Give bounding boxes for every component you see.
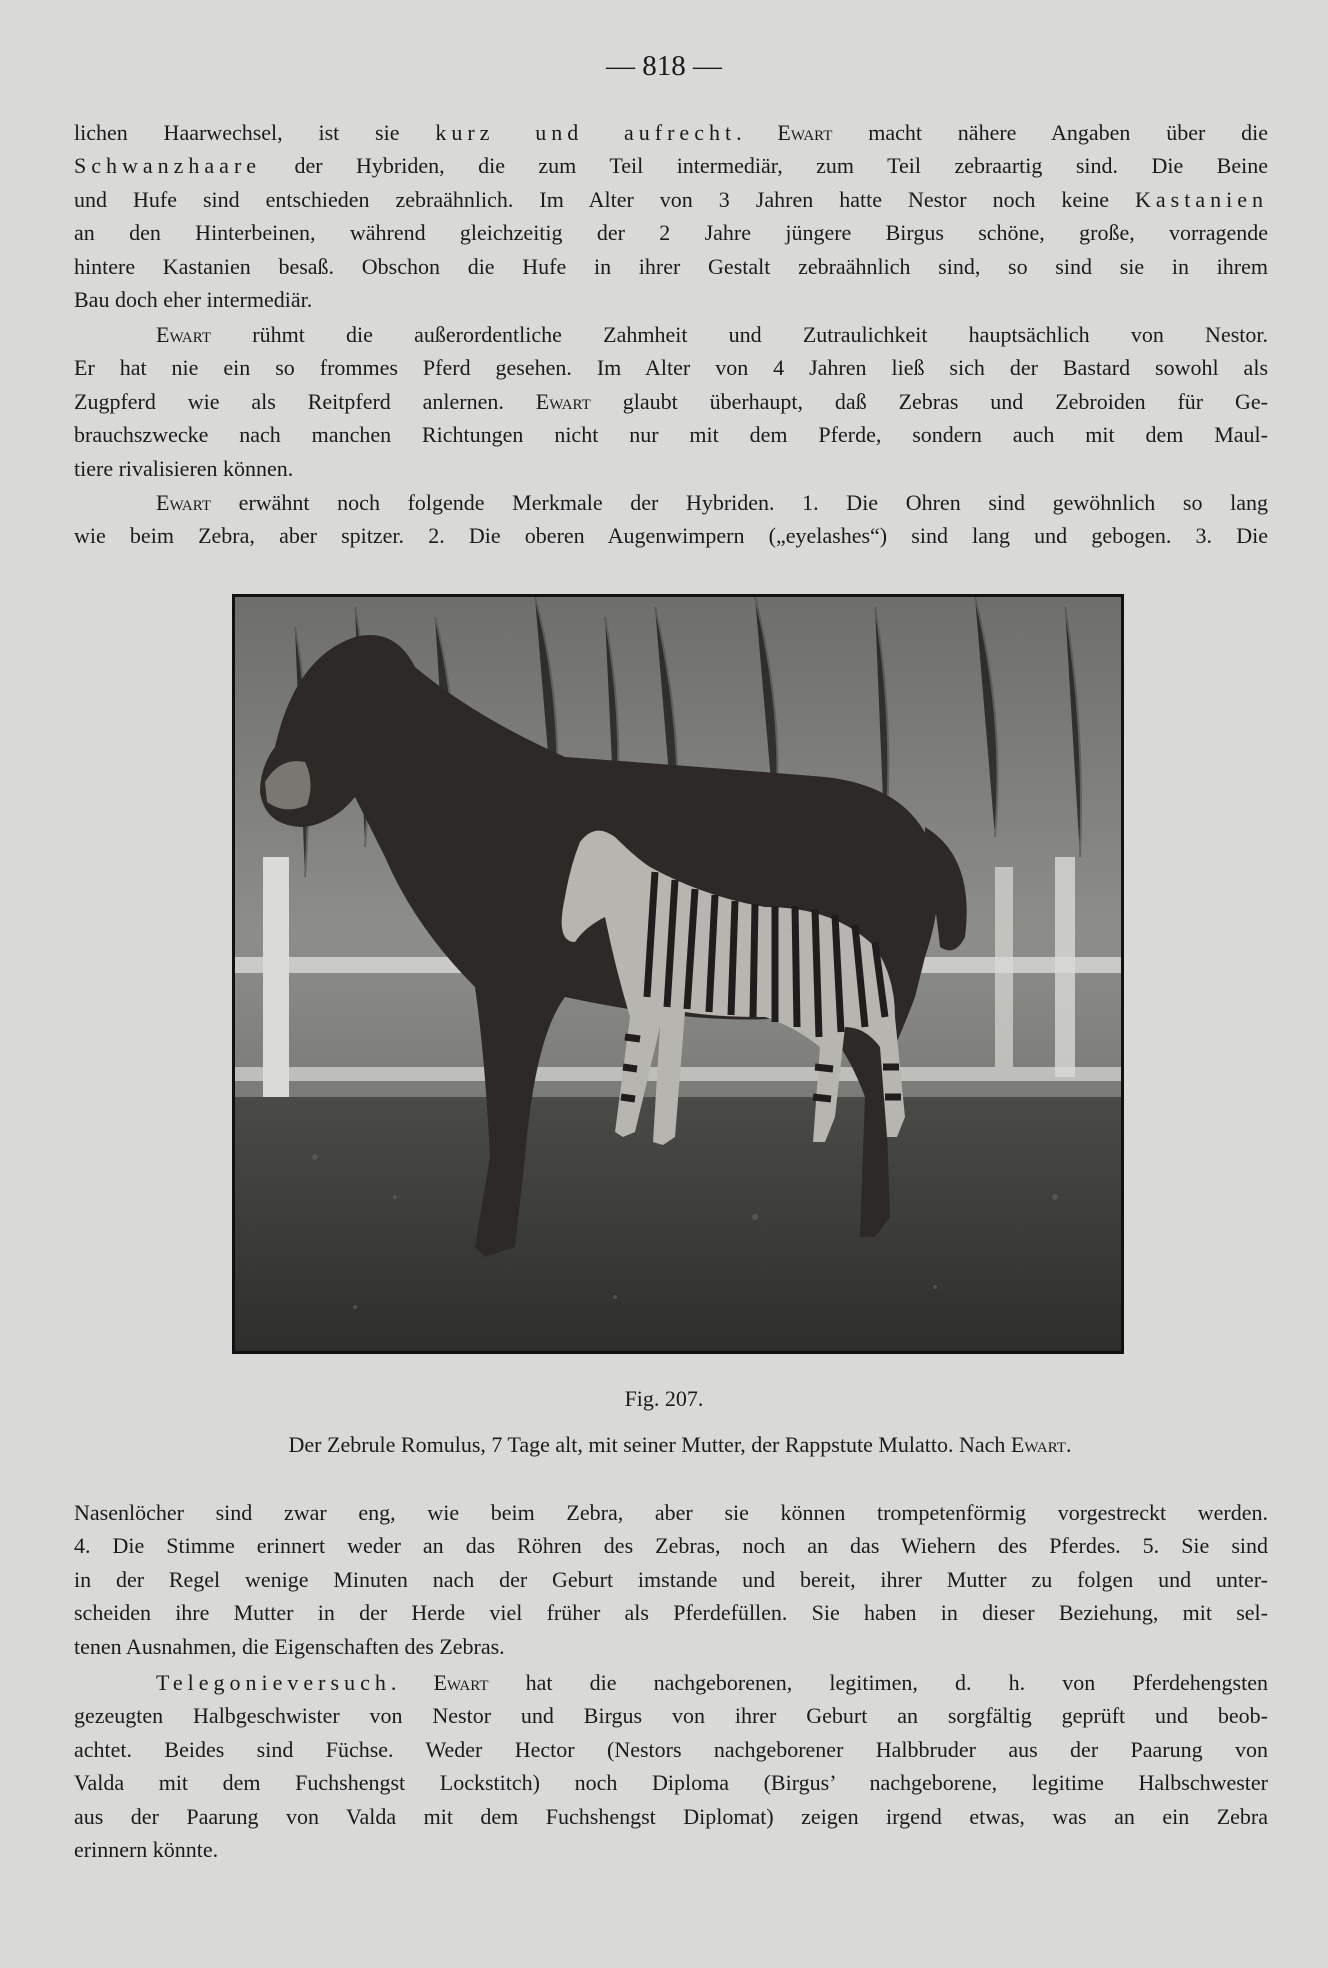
photo-zebrule-with-mare [232,594,1124,1354]
text-line: 4. Die Stimme erinnert weder an das Röhren des Zebras, noch an das Wiehern des Pferdes. 5. Sie sind [74,1533,1268,1559]
text-line: Telegonieversuch. Ewart hat die nachgeborenen, legitimen, d. h. von Pferdehengsten [156,1670,1268,1695]
paragraph-2 [74,318,1268,485]
spaced-emphasis: Schwanzhaare [74,153,262,179]
text-line: Ewart rühmt die außerordentliche Zahmheit und Zutraulichkeit hauptsächlich von Nestor. [156,322,1268,347]
text-line: Valda mit dem Fuchshengst Lockstitch) noch Diploma (Birgus’ nachgeborene, legitime Halbschwester [74,1770,1268,1796]
page-number: — 818 — [606,50,722,82]
text-line: Zugpferd wie als Reitpferd anlernen. Ewart glaubt überhaupt, daß Zebras und Zebroiden für Ge- [74,388,1268,414]
text-line: aus der Paarung von Valda mit dem Fuchshengst Diplomat) zeigen irgend etwas, was an ein Zebra [74,1803,1268,1829]
text-line: in der Regel wenige Minuten nach der Geburt imstande und bereit, ihrer Mutter zu folgen und unter- [74,1566,1268,1592]
author-name: Ewart [1010,1432,1066,1457]
grass-ground [235,1097,1121,1351]
figure-label: Fig. 207. [624,1386,704,1411]
paragraph-3 [74,486,1268,553]
spaced-emphasis: Telegonieversuch [156,1670,391,1695]
spaced-emphasis: Kastanien [1135,186,1268,212]
text-line: tenen Ausnahmen, die Eigenschaften des Zebras. [74,1633,505,1659]
text-line: Ewart erwähnt noch folgende Merkmale der Hybriden. 1. Die Ohren sind gewöhnlich so lang [156,490,1268,515]
spaced-emphasis: kurz und aufrecht [435,120,737,145]
text-line: tiere rivalisieren können. [74,455,294,481]
text-line: wie beim Zebra, aber spitzer. 2. Die oberen Augenwimpern („eyelashes“) sind lang und gebogen. 3. Die [74,523,1268,549]
text-line: Er hat nie ein so frommes Pferd gesehen. Im Alter von 4 Jahren ließ sich der Bastard sowohl als [74,355,1268,381]
author-name: Ewart [156,322,212,347]
author-name: Ewart [535,388,591,414]
figure-caption: Der Zebrule Romulus, 7 Tage alt, mit seiner Mutter, der Rappstute Mulatto. Nach Ewart. [288,1432,1072,1457]
text-line: und Hufe sind entschieden zebraähnlich. Im Alter von 3 Jahren hatte Nestor noch keine Kastanien [74,186,1268,212]
text-line: gezeugten Halbgeschwister von Nestor und Birgus von ihrer Geburt an sorgfältig geprüft und beob- [74,1703,1268,1729]
author-name: Ewart [433,1670,489,1695]
text-line: hintere Kastanien besaß. Obschon die Hufe in ihrer Gestalt zebraähnlich sind, so sind sie in ihrem [74,253,1268,279]
text-line: achtet. Beides sind Füchse. Weder Hector (Nestors nachgeborener Halbbruder aus der Paarung von [74,1736,1268,1762]
text-line: lichen Haarwechsel, ist sie kurz und aufrecht. Ewart macht nähere Angaben über die [74,120,1269,145]
paragraph-4 [74,1496,1268,1663]
text-line: brauchszwecke nach manchen Richtungen nicht nur mit dem Pferde, sondern auch mit dem Maul- [74,422,1268,448]
text-line: erinnern könnte. [74,1836,219,1862]
author-name: Ewart [777,120,833,145]
text-line: scheiden ihre Mutter in der Herde viel früher als Pferdefüllen. Sie haben in dieser Beziehung, mit sel- [74,1600,1268,1626]
paragraph-5 [74,1666,1268,1866]
text-line: Schwanzhaare der Hybriden, die zum Teil intermediär, zum Teil zebraartig sind. Die Beine [74,153,1268,179]
author-name: Ewart [156,490,212,515]
text-line: Nasenlöcher sind zwar eng, wie beim Zebra, aber sie können trompetenförmig vorgestreckt werden. [74,1500,1268,1525]
text-line: Bau doch eher intermediär. [74,286,313,312]
text-line: an den Hinterbeinen, während gleichzeitig der 2 Jahre jüngere Birgus schöne, große, vorragende [74,220,1268,246]
paragraph-1 [74,116,1268,316]
